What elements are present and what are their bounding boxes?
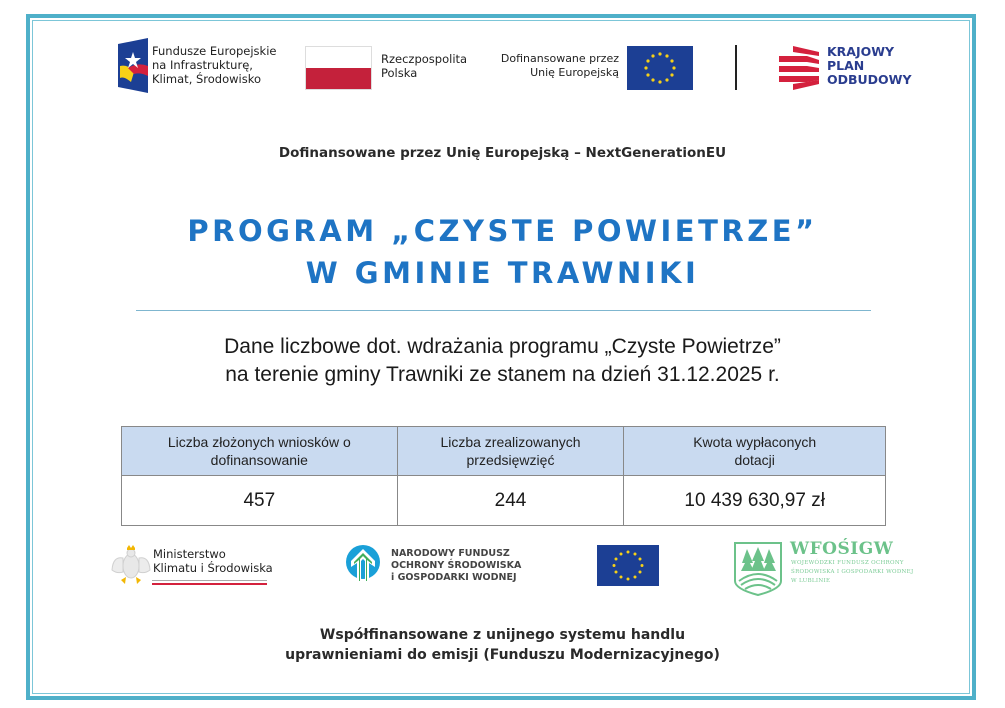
cell-applications: 457 [122,476,398,526]
title-line: PROGRAM „CZYSTE POWIETRZE” [187,214,818,248]
nfos-line: i GOSPODARKI WODNEJ [391,572,517,583]
eu-line: Dofinansowane przez [500,52,619,65]
footer-line: Współfinansowane z unijnego systemu handlu [319,627,686,643]
cell-completed-projects: 244 [397,476,624,526]
kpo-line: PLAN [827,58,865,73]
kpo-line: ODBUDOWY [827,72,912,87]
eu-cofinanced-text [494,52,619,80]
statistics-table [121,426,886,526]
nfosigw-logo-icon [345,545,381,585]
nfos-line: OCHRONY ŚRODOWISKA [391,560,522,571]
wfos-line: WOJEWÓDZKI FUNDUSZ OCHRONY [791,560,904,566]
eu-flag-icon [597,545,659,586]
cell-grant-amount: 10 439 630,97 zł [624,476,886,526]
page-title [0,210,1005,294]
nfos-line: NARODOWY FUNDUSZ [391,548,510,559]
description-line: Dane liczbowe dot. wdrażania programu „Czyste Powietrze” [224,335,781,358]
fe-line: Fundusze Europejskie [152,44,277,58]
pl-line: Rzeczpospolita [381,52,468,66]
mks-line: Klimatu i Środowiska [153,561,273,575]
description-line: na terenie gminy Trawniki ze stanem na dzień 31.12.2025 r. [225,363,780,386]
poland-flag-icon [305,46,372,90]
header-completed-projects: Liczba zrealizowanych przedsięwzięć [397,427,624,476]
title-line: W GMINIE TRAWNIKI [305,256,700,290]
title-divider [136,310,871,311]
fe-line: Klimat, Środowisko [152,72,262,86]
wfos-line: ŚRODOWISKA I GOSPODARKI WODNEJ [791,569,914,575]
wfosigw-subtitle [791,559,914,586]
table-row [122,476,886,526]
kpo-line: KRAJOWY [827,44,895,59]
fundusze-europejskie-logo-icon [114,38,148,93]
logo-divider [735,45,737,90]
eu-flag-icon [627,46,693,90]
krajowy-plan-odbudowy-logo-icon [779,46,819,90]
footer-line: uprawnieniami do emisji (Funduszu Modernizacyjnego) [285,647,720,663]
rzeczpospolita-text [381,52,467,80]
wfosigw-logo-icon [733,541,783,596]
wfosigw-title: WFOŚIGW [790,539,894,559]
header-applications: Liczba złożonych wniosków o dofinansowanie [122,427,398,476]
kpo-text [827,45,912,87]
ministerstwo-text [153,547,273,575]
eu-line: Unię Europejską [530,66,619,79]
pl-line: Polska [381,66,418,80]
table-header-row [122,427,886,476]
fundusze-europejskie-text [152,44,276,86]
mks-gray-line [152,580,267,581]
nfosigw-text [391,548,521,584]
nextgeneration-subtitle: Dofinansowane przez Unię Europejską – NextGenerationEU [278,145,727,161]
mks-line: Ministerstwo [153,547,226,561]
wfos-line: W LUBLINIE [791,578,831,584]
polish-eagle-icon [111,544,151,588]
description [0,333,1005,389]
cofinancing-footer [0,625,1005,665]
fe-line: na Infrastrukturę, [152,58,253,72]
header-grant-amount: Kwota wypłaconych dotacji [624,427,886,476]
mks-red-line [152,583,267,585]
